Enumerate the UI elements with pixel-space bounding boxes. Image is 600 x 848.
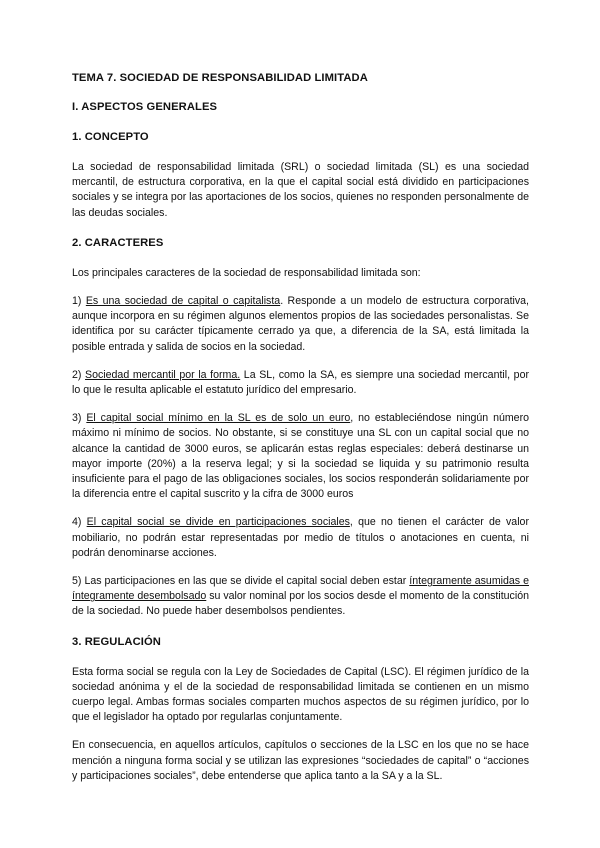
caracter-item-5 — [72, 574, 529, 620]
section-heading-aspectos: I. ASPECTOS GENERALES — [72, 101, 218, 113]
caracter-item-2-text: La SL, como la SA, es siempre una sociedad mercantil, por lo que le resulta aplicable el estatuto jurídico del empresario. — [72, 368, 529, 397]
regulacion-paragraph-2: En consecuencia, en aquellos artículos, capítulos o secciones de la LSC en los que no se hace mención a ninguna forma social y se utilizan las expresiones “sociedades de capital” o “acciones y participaciones sociales”, debe entenderse que aplica tanto a la SA y a la SL. — [72, 739, 529, 782]
caracter-item-4-num: 4) — [72, 516, 87, 529]
caracter-item-5-num: 5) Las participaciones en las que se divide el capital social deben estar — [72, 575, 410, 588]
document-title: TEMA 7. SOCIEDAD DE RESPONSABILIDAD LIMITADA — [72, 72, 368, 84]
concepto-paragraph: La sociedad de responsabilidad limitada (SRL) o sociedad limitada (SL) es una sociedad mercantil, de estructura corporativa, en la que el capital social está dividido en participaciones sociales y se integra por las aportaciones de los socios, quienes no responden personalmente de las deudas sociales. — [72, 161, 529, 219]
caracter-item-1 — [72, 294, 529, 355]
caracter-item-1-num: 1) — [72, 295, 86, 308]
heading-concepto: 1. CONCEPTO — [72, 131, 149, 143]
heading-regulacion: 3. REGULACIÓN — [72, 635, 161, 648]
caracter-item-1-underlined: Es una sociedad de capital o capitalista — [85, 295, 281, 308]
caracter-item-3-num: 3) — [72, 412, 87, 425]
caracter-item-5-text: su valor nominal por los socios desde el momento de la constitución de la sociedad. No puede haber desembolsos pendientes. — [72, 590, 529, 618]
caracter-item-2-underlined: Sociedad mercantil por la forma. — [85, 368, 241, 381]
caracter-item-2 — [72, 368, 529, 398]
caracter-item-4-underlined: El capital social se divide en participaciones sociales — [86, 516, 350, 529]
caracter-item-3-text: , no estableciéndose ningún número máximo ni mínimo de socios. No obstante, si se constituye una SL con un capital social que no alcance la cantidad de 3000 euros, se aplicarán estas reglas especiales: deberá destinarse un mayor importe (20%) a la reserva legal; y si la sociedad se liquida y su patrimonio resulta insuficiente para el pago de las obligaciones sociales, los socios responderán solidariamente por la diferencia entre el capital suscrito y la cifra de 3000 euros — [72, 412, 529, 501]
caracter-item-2-num: 2) — [72, 368, 86, 381]
caracter-item-4-text: , que no tienen el carácter de valor mobiliario, no podrán estar representadas por medio de títulos o anotaciones en cuenta, ni podrán denominarse acciones. — [72, 516, 529, 559]
regulacion-paragraph-1: Esta forma social se regula con la Ley de Sociedades de Capital (LSC). El régimen jurídico de la sociedad anónima y el de la sociedad de responsabilidad limitada se contienen en un mismo cuerpo legal. Ambas formas sociales comparten muchos aspectos de su régimen jurídico, por lo que el legislador ha optado por regularlas conjuntamente. — [72, 665, 529, 724]
caracter-item-3 — [72, 411, 529, 502]
caracter-item-1-text: . Responde a un modelo de estructura corporativa, aunque incorpora en su régimen algunos elementos propios de las sociedades personalistas. Se identifica por su carácter típicamente cerrado ya que, a diferencia de la SA, está limitada la posible entrada y salida de socios en la sociedad. — [72, 295, 529, 353]
caracter-item-4 — [72, 515, 529, 561]
caracter-item-3-underlined: El capital social mínimo en la SL es de solo un euro — [86, 412, 351, 425]
caracter-item-5-underlined: íntegramente asumidas e íntegramente desembolsado — [72, 575, 529, 603]
heading-caracteres: 2. CARACTERES — [72, 236, 164, 249]
caracteres-intro: Los principales caracteres de la sociedad de responsabilidad limitada son: — [72, 266, 421, 279]
